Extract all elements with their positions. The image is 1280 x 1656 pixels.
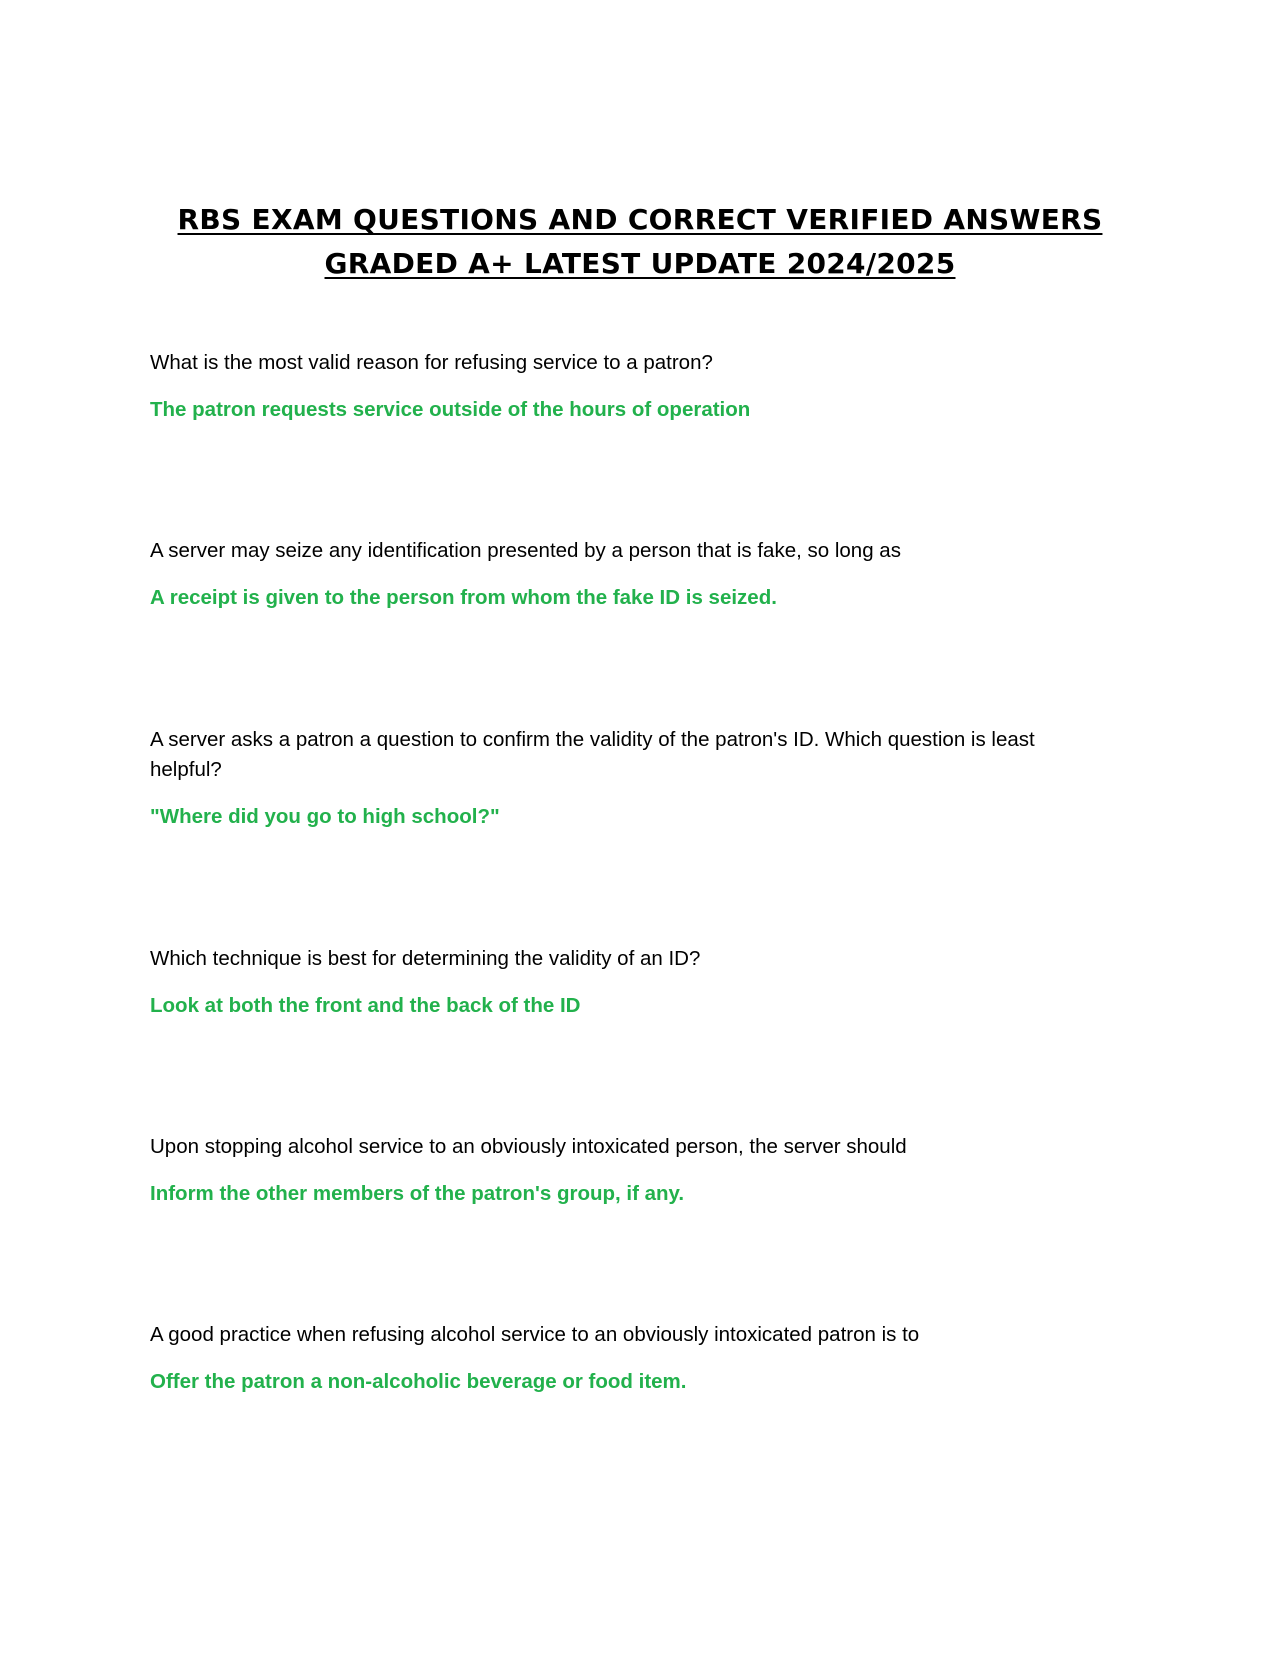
qa-item-6 [150, 1320, 1110, 1397]
qa-item-4 [150, 944, 1110, 1021]
answer-text: Look at both the front and the back of the ID [150, 994, 581, 1017]
answer-text: A receipt is given to the person from whom the fake ID is seized. [150, 586, 777, 609]
answer-text: Offer the patron a non-alcoholic beverage or food item. [150, 1370, 687, 1393]
question-text: Which technique is best for determining the validity of an ID? [150, 947, 701, 970]
answer-text: "Where did you go to high school?" [150, 805, 500, 828]
question-text: A server asks a patron a question to confirm the validity of the patron's ID. Which question is least helpful? [150, 728, 1035, 781]
qa-item-2 [150, 536, 1110, 613]
question-text: A server may seize any identification presented by a person that is fake, so long as [150, 539, 901, 562]
answer-text: Inform the other members of the patron's group, if any. [150, 1182, 685, 1205]
document-title [100, 198, 1180, 286]
answer-text: The patron requests service outside of the hours of operation [150, 398, 751, 421]
title-line-2: GRADED A+ LATEST UPDATE 2024/2025 [324, 247, 956, 280]
question-text: Upon stopping alcohol service to an obviously intoxicated person, the server should [150, 1135, 907, 1158]
title-line-1: RBS EXAM QUESTIONS AND CORRECT VERIFIED ANSWERS [177, 203, 1103, 236]
qa-item-1 [150, 348, 1110, 425]
question-text: A good practice when refusing alcohol service to an obviously intoxicated patron is to [150, 1323, 920, 1346]
qa-item-5 [150, 1132, 1110, 1209]
qa-item-3 [150, 725, 1110, 832]
question-text: What is the most valid reason for refusing service to a patron? [150, 351, 713, 374]
